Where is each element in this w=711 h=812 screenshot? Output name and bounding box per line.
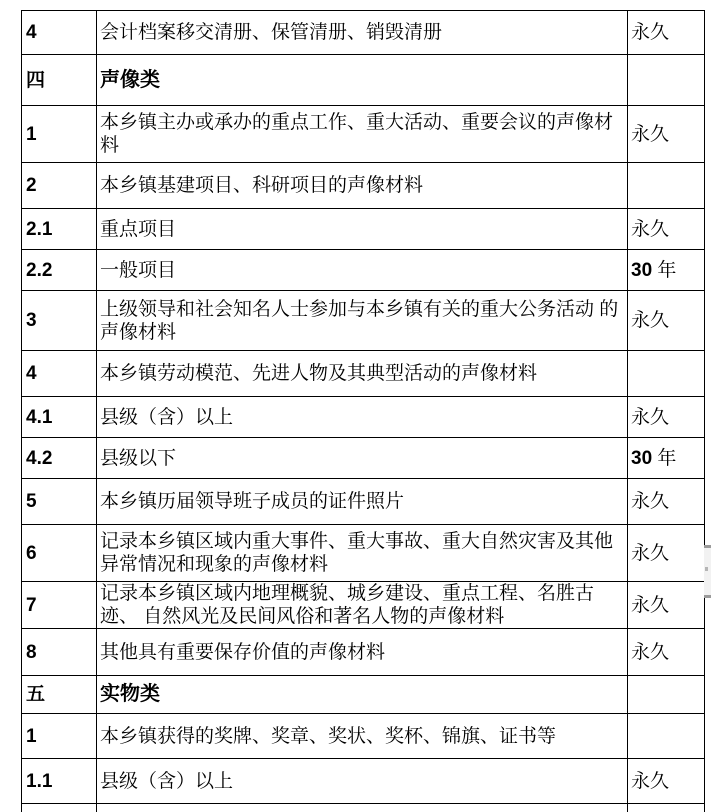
category-row <box>22 676 705 714</box>
row-number-cell: 5 <box>22 479 97 525</box>
table-row <box>22 438 705 479</box>
row-number-cell <box>22 804 97 812</box>
category-row <box>22 55 705 106</box>
row-period-cell: 永久 <box>628 629 705 676</box>
row-period-cell <box>628 351 705 397</box>
table-row <box>22 11 705 55</box>
row-period-cell: 永久 <box>628 106 705 163</box>
row-content-cell: 本乡镇劳动模范、先进人物及其典型活动的声像材料 <box>97 351 628 397</box>
table-row <box>22 106 705 163</box>
row-content-cell: 本乡镇基建项目、科研项目的声像材料 <box>97 163 628 209</box>
row-period-cell: 永久 <box>628 479 705 525</box>
table-row <box>22 397 705 438</box>
row-period-cell: 永久 <box>628 397 705 438</box>
row-period-cell <box>628 163 705 209</box>
table-row <box>22 351 705 397</box>
row-number-cell: 1.1 <box>22 759 97 804</box>
row-number-cell: 1 <box>22 714 97 759</box>
row-content-cell: 本乡镇历届领导班子成员的证件照片 <box>97 479 628 525</box>
row-number-cell: 4 <box>22 11 97 55</box>
row-period-cell: 30 年 <box>628 250 705 291</box>
row-period-cell: 永久 <box>628 759 705 804</box>
row-number-cell: 4 <box>22 351 97 397</box>
row-content-cell: 本乡镇获得的奖牌、奖章、奖状、奖杯、锦旗、证书等 <box>97 714 628 759</box>
row-content-cell: 一般项目 <box>97 250 628 291</box>
table-row <box>22 525 705 582</box>
clipped-partial-row <box>22 804 705 812</box>
row-number-cell: 6 <box>22 525 97 582</box>
row-content-cell <box>97 804 628 812</box>
row-content-cell: 记录本乡镇区域内重大事件、重大事故、重大自然灾害及其他 异常情况和现象的声像材料 <box>97 525 628 582</box>
table-row <box>22 291 705 351</box>
category-title-cell: 实物类 <box>97 676 628 714</box>
table-row <box>22 714 705 759</box>
table-row <box>22 479 705 525</box>
row-number-cell: 8 <box>22 629 97 676</box>
table-row <box>22 250 705 291</box>
scrollbar-tick-bottom <box>704 595 711 598</box>
row-period-cell: 永久 <box>628 209 705 250</box>
row-number-cell: 五 <box>22 676 97 714</box>
table-row <box>22 629 705 676</box>
row-content-cell: 其他具有重要保存价值的声像材料 <box>97 629 628 676</box>
row-number-cell: 1 <box>22 106 97 163</box>
row-content-cell: 县级以下 <box>97 438 628 479</box>
table-row <box>22 163 705 209</box>
table-row <box>22 759 705 804</box>
row-period-cell: 永久 <box>628 291 705 351</box>
row-period-cell: 永久 <box>628 582 705 629</box>
row-number-cell: 四 <box>22 55 97 106</box>
row-number-cell: 7 <box>22 582 97 629</box>
row-content-cell: 本乡镇主办或承办的重点工作、重大活动、重要会议的声像材 料 <box>97 106 628 163</box>
table-row <box>22 209 705 250</box>
row-number-cell: 2.1 <box>22 209 97 250</box>
row-period-cell: 永久 <box>628 11 705 55</box>
row-period-cell <box>628 714 705 759</box>
row-number-cell: 2.2 <box>22 250 97 291</box>
row-content-cell: 上级领导和社会知名人士参加与本乡镇有关的重大公务活动 的声像材料 <box>97 291 628 351</box>
scrollbar-thumb-dot <box>705 567 708 571</box>
scrollbar-tick-top <box>704 545 711 548</box>
table-body <box>22 11 705 812</box>
row-period-cell <box>628 55 705 106</box>
row-content-cell: 县级（含）以上 <box>97 397 628 438</box>
row-content-cell: 县级（含）以上 <box>97 759 628 804</box>
row-content-cell: 会计档案移交清册、保管清册、销毁清册 <box>97 11 628 55</box>
row-number-cell: 4.1 <box>22 397 97 438</box>
archive-retention-table <box>21 10 705 812</box>
row-content-cell: 记录本乡镇区域内地理概貌、城乡建设、重点工程、名胜古迹、 自然风光及民间风俗和著名人物的声像材料 <box>97 582 628 629</box>
category-title-cell: 声像类 <box>97 55 628 106</box>
row-number-cell: 3 <box>22 291 97 351</box>
row-period-cell <box>628 676 705 714</box>
row-period-cell <box>628 804 705 812</box>
row-period-cell: 永久 <box>628 525 705 582</box>
row-number-cell: 2 <box>22 163 97 209</box>
row-period-cell: 30 年 <box>628 438 705 479</box>
row-content-cell: 重点项目 <box>97 209 628 250</box>
vertical-scrollbar[interactable] <box>704 545 711 598</box>
row-number-cell: 4.2 <box>22 438 97 479</box>
table-row <box>22 582 705 629</box>
